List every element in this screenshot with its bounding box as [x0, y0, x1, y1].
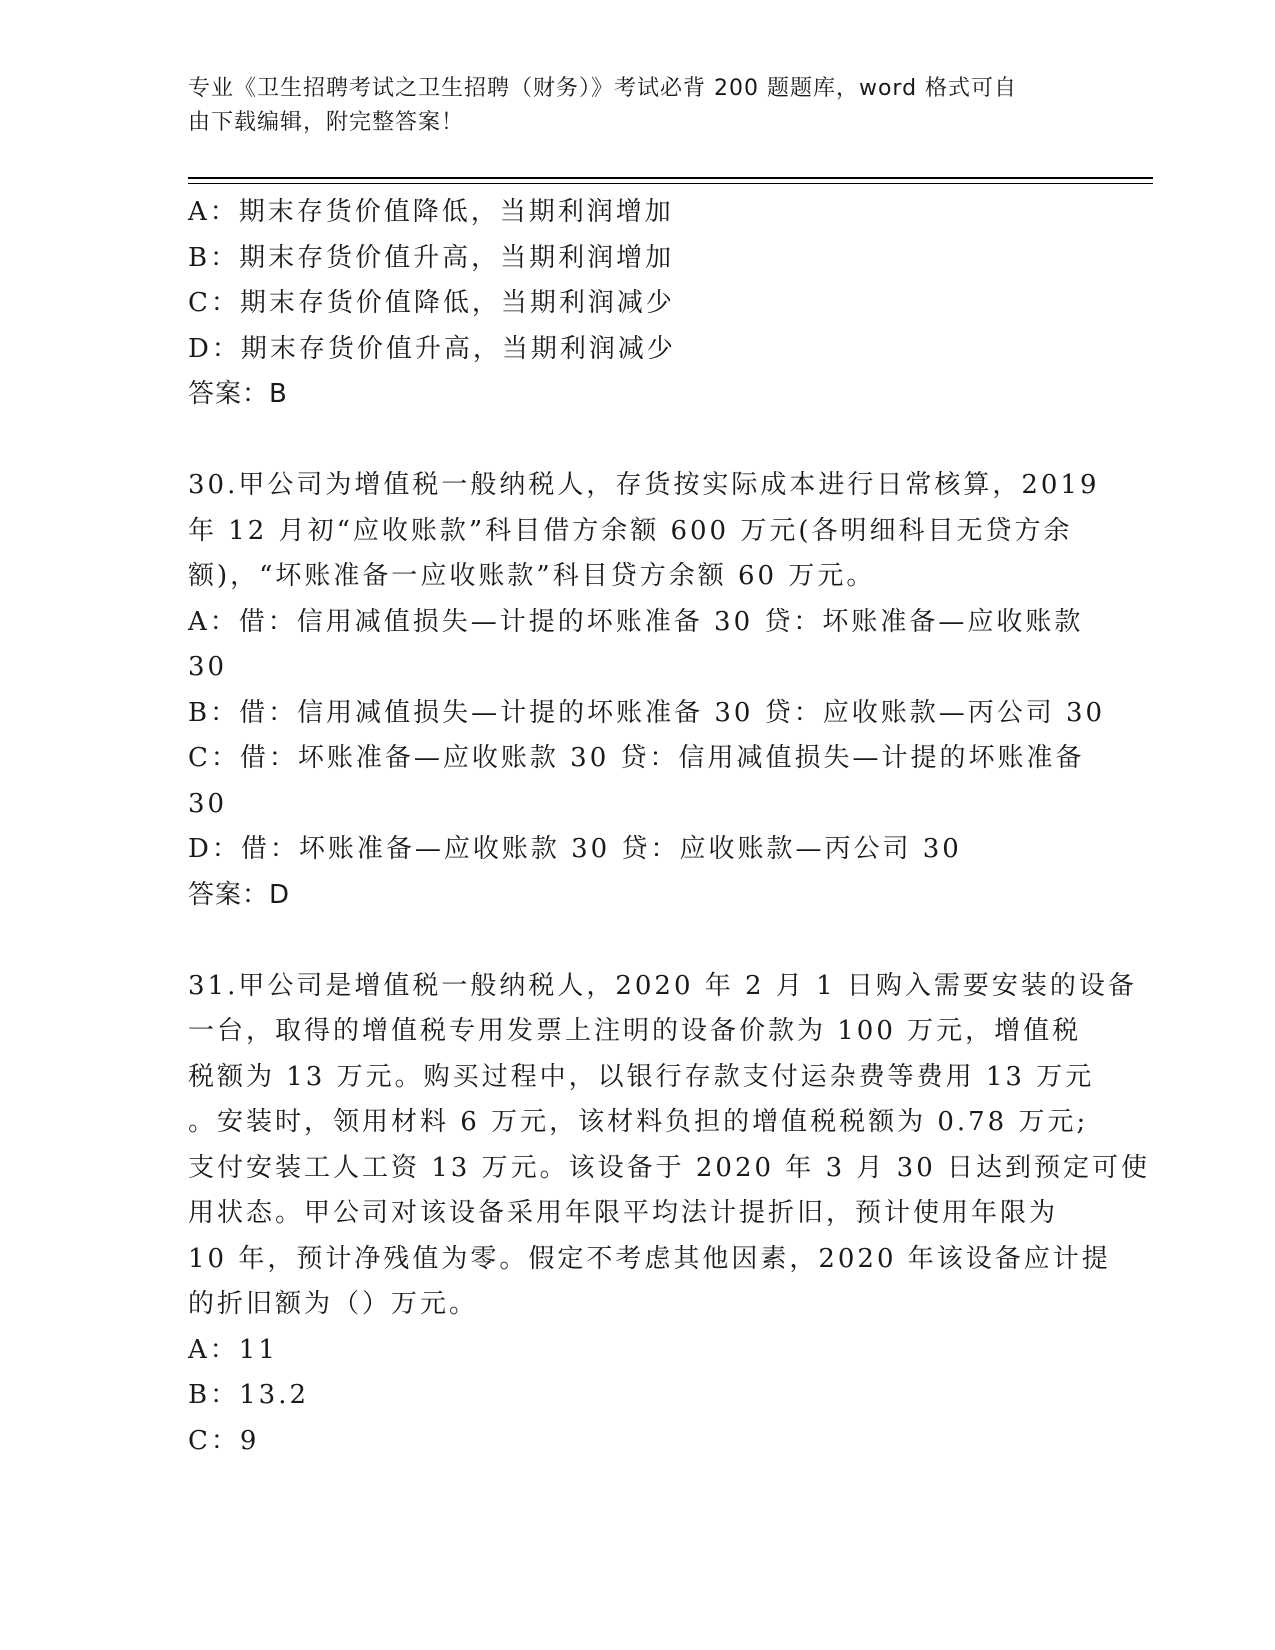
question-stem-line: 10 年，预计净残值为零。假定不考虑其他因素，2020 年该设备应计提: [188, 1243, 1111, 1274]
option-a: A：11: [188, 1334, 278, 1365]
option-c: C：9: [188, 1425, 260, 1456]
question-30: [188, 463, 1106, 918]
document-body: [188, 190, 1150, 1464]
question-stem-line: 支付安装工人工资 13 万元。该设备于 2020 年 3 月 30 日达到预定可使: [188, 1152, 1150, 1183]
option-d: D：期末存货价值升高，当期利润减少: [188, 333, 676, 364]
document-header: [188, 72, 1068, 140]
header-divider-thick: [188, 177, 1153, 179]
header-divider-thin: [188, 183, 1153, 184]
question-stem-line: 的折旧额为（）万元。: [188, 1289, 479, 1319]
header-line-2: 由下载编辑，附完整答案！: [188, 110, 465, 135]
question-stem-line: 31.甲公司是增值税一般纳税人，2020 年 2 月 1 日购入需要安装的设备: [188, 970, 1137, 1001]
question-stem-line: 用状态。甲公司对该设备采用年限平均法计提折旧，预计使用年限为: [188, 1198, 1059, 1228]
option-a-continuation: 30: [188, 652, 228, 682]
option-b: B：借：信用减值损失—计提的坏账准备 30 贷：应收账款—丙公司 30: [188, 697, 1106, 728]
option-b: B：期末存货价值升高，当期利润增加: [188, 242, 675, 273]
question-stem-line: 一台，取得的增值税专用发票上注明的设备价款为 100 万元，增值税: [188, 1016, 1082, 1046]
question-stem-line: 额)，“坏账准备一应收账款”科目贷方余额 60 万元。: [188, 561, 876, 591]
question-stem-line: 税额为 13 万元。购买过程中，以银行存款支付运杂费等费用 13 万元: [188, 1061, 1095, 1092]
question-29: [188, 190, 1078, 418]
paragraph-gap: [188, 418, 1078, 464]
header-line-1: 专业《卫生招聘考试之卫生招聘（财务）》考试必背 200 题题库，word 格式可自: [188, 76, 1018, 101]
question-31: [188, 964, 1150, 1465]
option-b: B：13.2: [188, 1380, 309, 1410]
option-a: A：借：信用减值损失—计提的坏账准备 30 贷：坏账准备—应收账款: [188, 606, 1084, 637]
option-d: D：借：坏账准备—应收账款 30 贷：应收账款—丙公司 30: [188, 834, 962, 864]
option-c: C：借：坏账准备—应收账款 30 贷：信用减值损失—计提的坏账准备: [188, 743, 1085, 773]
option-a: A：期末存货价值降低，当期利润增加: [188, 197, 674, 227]
option-c-continuation: 30: [188, 788, 228, 819]
question-stem-line: 。安装时，领用材料 6 万元，该材料负担的增值税税额为 0.78 万元;: [188, 1107, 1089, 1137]
paragraph-gap: [188, 918, 1078, 964]
answer: 答案：D: [188, 879, 291, 910]
question-stem-line: 30.甲公司为增值税一般纳税人，存货按实际成本进行日常核算，2019: [188, 470, 1100, 500]
answer: 答案：B: [188, 379, 288, 409]
question-stem-line: 年 12 月初“应收账款”科目借方余额 600 万元(各明细科目无贷方余: [188, 515, 1073, 546]
option-c: C：期末存货价值降低，当期利润减少: [188, 288, 675, 318]
